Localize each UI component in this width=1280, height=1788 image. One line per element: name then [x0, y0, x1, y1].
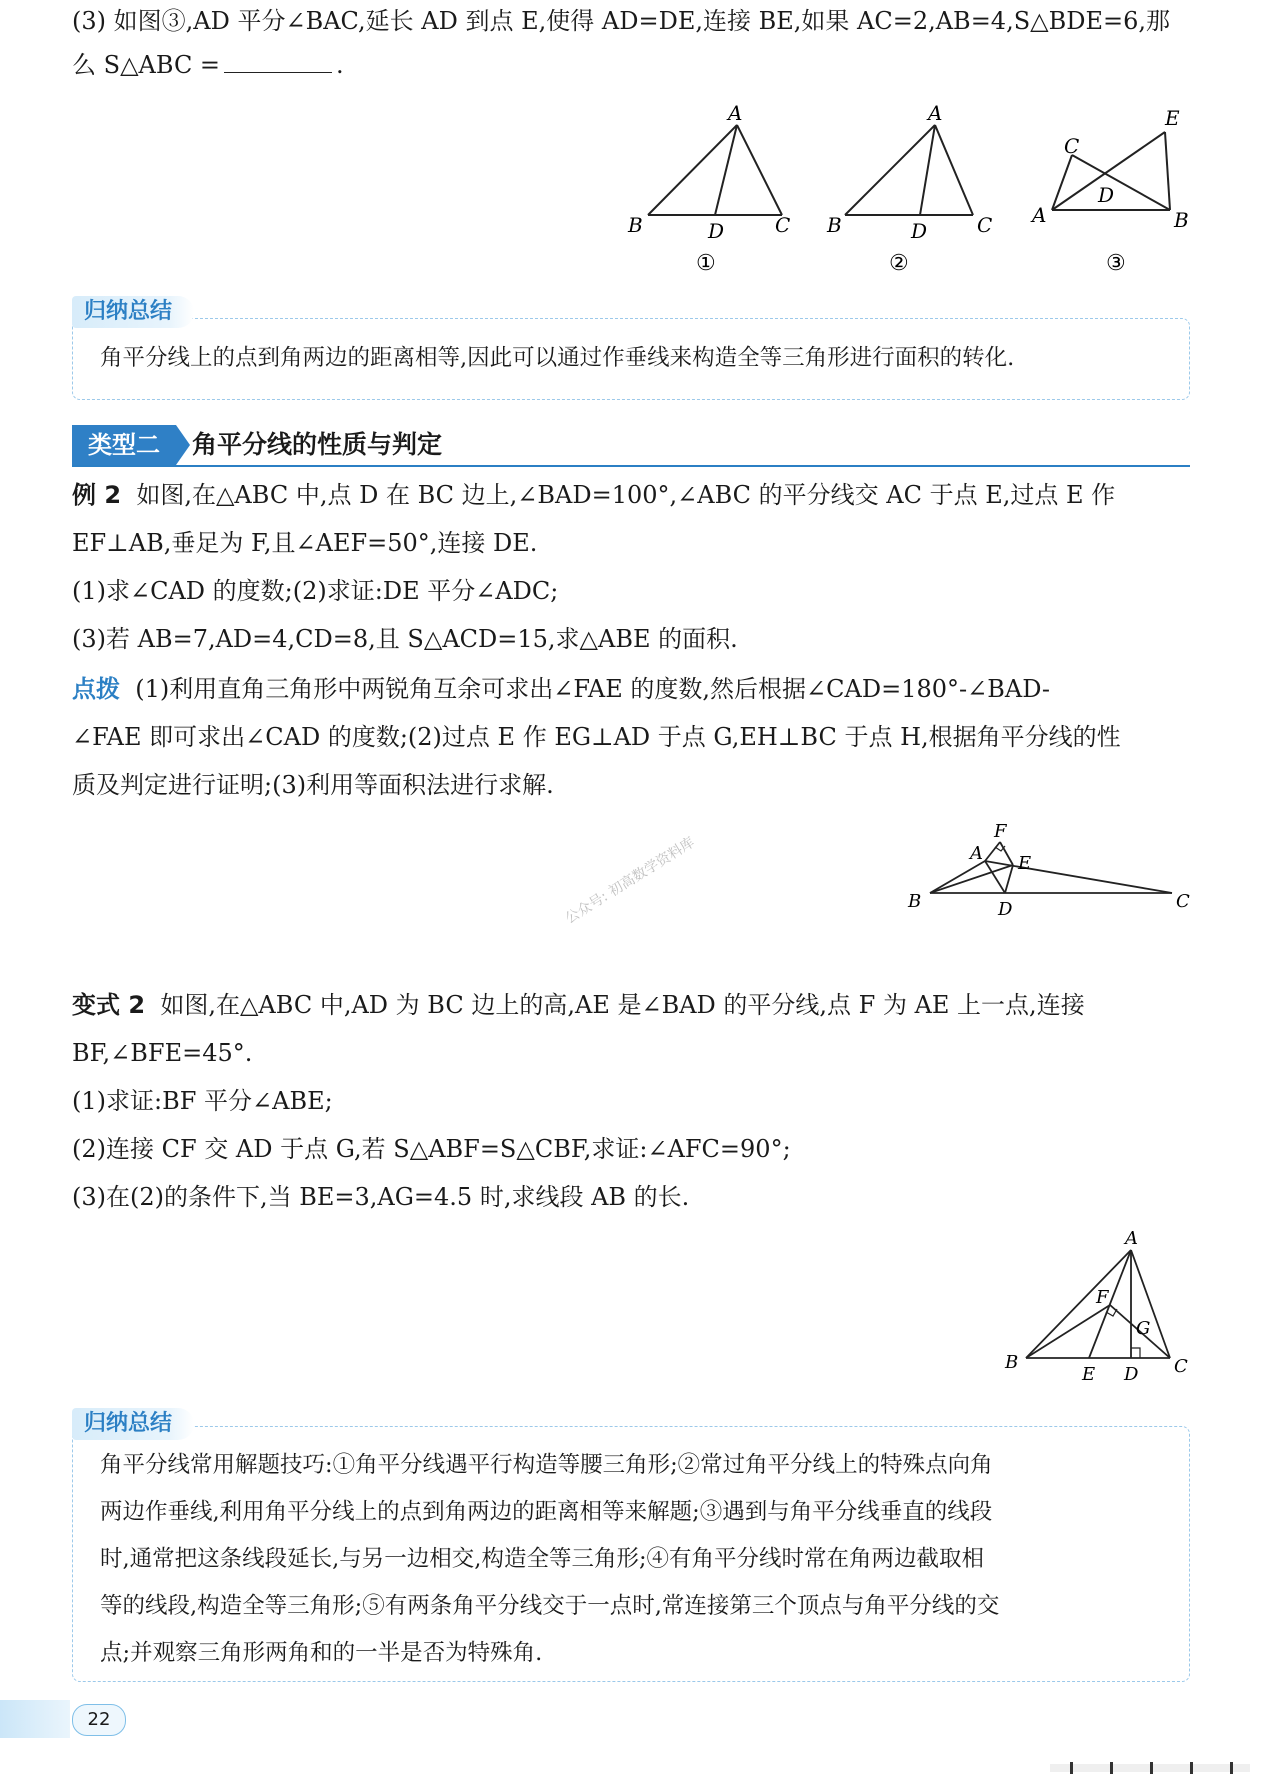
- fig1-label-a: A: [728, 101, 743, 125]
- fig2-label-a: A: [928, 101, 943, 125]
- variant2-line1-text: 如图,在△ABC 中,AD 为 BC 边上的高,AE 是∠BAD 的平分线,点 F 为 AE 上一点,连接: [160, 991, 1085, 1019]
- summary2-line-3: 时,通常把这条线段延长,与另一边相交,构造全等三角形;④有角平分线时常在角两边截取相: [100, 1546, 985, 1572]
- fig2-caption: ②: [889, 251, 909, 275]
- variant2-line3: (1)求证:BF 平分∠ABE;: [72, 1087, 333, 1115]
- hint-line1-text: (1)利用直角三角形中两锐角互余可求出∠FAE 的度数,然后根据∠CAD=180°-∠BAD-: [135, 675, 1050, 703]
- ex2-label-a: A: [970, 843, 983, 864]
- figure-3: [1030, 100, 1200, 275]
- fig3-label-b: B: [1174, 208, 1189, 232]
- fig1-caption: ①: [696, 251, 716, 275]
- hint-line2: ∠FAE 即可求出∠CAD 的度数;(2)过点 E 作 EG⊥AD 于点 G,EH⊥BC 于点 H,根据角平分线的性: [72, 723, 1121, 751]
- var2-label-d: D: [1124, 1364, 1139, 1385]
- ex2-label-d: D: [998, 899, 1013, 920]
- fig1-label-d: D: [708, 219, 725, 243]
- fig3-label-e: E: [1165, 106, 1180, 130]
- fig1-label-c: C: [775, 213, 791, 237]
- summary-text-1: 角平分线上的点到角两边的距离相等,因此可以通过作垂线来构造全等三角形进行面积的转化.: [100, 345, 1015, 371]
- example2-figure: [900, 815, 1200, 925]
- problem3-line2-end: .: [336, 51, 344, 79]
- summary-tag-2: 归纳总结: [72, 1408, 194, 1440]
- summary2-line-2: 两边作垂线,利用角平分线上的点到角两边的距离相等来解题;③遇到与角平分线垂直的线段: [100, 1499, 993, 1525]
- var2-label-f: F: [1096, 1287, 1109, 1308]
- page-number: 22: [72, 1704, 126, 1736]
- variant2-line4: (2)连接 CF 交 AD 于点 G,若 S△ABF=S△CBF,求证:∠AFC=90°;: [72, 1135, 791, 1163]
- variant2-line5: (3)在(2)的条件下,当 BE=3,AG=4.5 时,求线段 AB 的长.: [72, 1183, 690, 1211]
- fig2-label-c: C: [977, 213, 993, 237]
- type2-header: [72, 425, 1190, 467]
- problem3-line1: (3) 如图③,AD 平分∠BAC,延长 AD 到点 E,使得 AD=DE,连接 BE,如果 AC=2,AB=4,S△BDE=6,那: [72, 7, 1171, 35]
- variant2-line1: [72, 988, 1192, 1022]
- scan-ruler-marks: [1050, 1762, 1250, 1774]
- var2-label-e: E: [1082, 1364, 1096, 1385]
- ex2-label-b: B: [908, 891, 922, 912]
- summary-text-2: [100, 1442, 1170, 1677]
- fig1-label-b: B: [628, 213, 643, 237]
- type2-title: 角平分线的性质与判定: [192, 430, 443, 459]
- fig2-label-d: D: [911, 219, 928, 243]
- fig3-caption: ③: [1106, 251, 1126, 275]
- figure-1: [620, 100, 800, 275]
- variant2-line2: BF,∠BFE=45°.: [72, 1039, 253, 1067]
- hint-label: 点拨: [72, 675, 120, 703]
- type2-tag: 类型二: [72, 425, 176, 465]
- example2-line1: [72, 478, 1192, 512]
- summary2-line-1: 角平分线常用解题技巧:①角平分线遇平行构造等腰三角形;②常过角平分线上的特殊点向角: [100, 1452, 993, 1478]
- variant2-figure: [1000, 1230, 1200, 1390]
- watermark: 公众号: 初高数学资料库: [562, 834, 698, 928]
- summary2-line-4: 等的线段,构造全等三角形;⑤有两条角平分线交于一点时,常连接第三个顶点与角平分线的交: [100, 1593, 1000, 1619]
- figure-2: [825, 100, 1005, 275]
- hint-line3: 质及判定进行证明;(3)利用等面积法进行求解.: [72, 771, 554, 799]
- hint-line1: [72, 672, 1192, 706]
- page-edge-strip: [0, 1700, 70, 1738]
- ex2-label-c: C: [1176, 891, 1190, 912]
- answer-blank[interactable]: [224, 52, 332, 73]
- problem3-line2-text: 么 S△ABC =: [72, 51, 221, 79]
- example2-line1-text: 如图,在△ABC 中,点 D 在 BC 边上,∠BAD=100°,∠ABC 的平分线交 AC 于点 E,过点 E 作: [136, 481, 1116, 509]
- fig3-label-a: A: [1032, 203, 1047, 227]
- example2-line4: (3)若 AB=7,AD=4,CD=8,且 S△ACD=15,求△ABE 的面积.: [72, 625, 738, 653]
- var2-label-b: B: [1005, 1352, 1019, 1373]
- summary-tag-1: 归纳总结: [72, 296, 194, 328]
- summary2-line-5: 点;并观察三角形两角和的一半是否为特殊角.: [100, 1640, 543, 1666]
- problem3-line2: [72, 48, 1192, 82]
- example2-line2: EF⊥AB,垂足为 F,且∠AEF=50°,连接 DE.: [72, 529, 538, 557]
- ex2-label-f: F: [994, 821, 1007, 842]
- var2-label-g: G: [1136, 1318, 1151, 1339]
- variant2-label: 变式 2: [72, 991, 146, 1019]
- fig3-label-c: C: [1064, 134, 1080, 158]
- example2-label: 例 2: [72, 481, 122, 509]
- fig3-label-d: D: [1098, 183, 1115, 207]
- ex2-label-e: E: [1018, 853, 1032, 874]
- example2-line3: (1)求∠CAD 的度数;(2)求证:DE 平分∠ADC;: [72, 577, 559, 605]
- var2-label-c: C: [1174, 1356, 1188, 1377]
- var2-label-a: A: [1125, 1230, 1138, 1249]
- fig2-label-b: B: [827, 213, 842, 237]
